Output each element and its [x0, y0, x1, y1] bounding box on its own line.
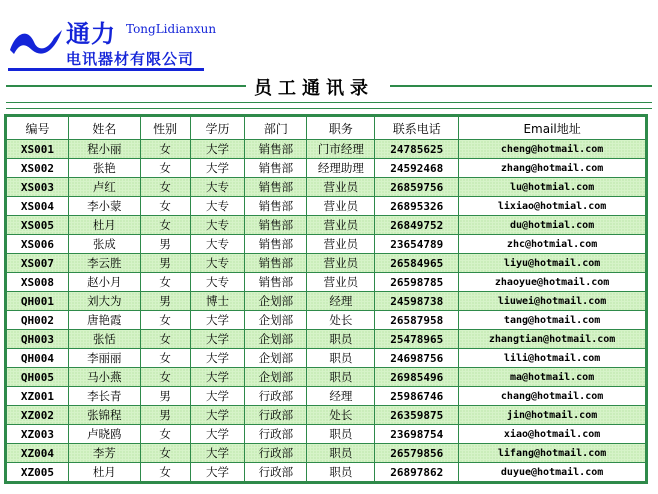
position-cell: 营业员	[307, 216, 375, 235]
phone-number-cell: 26849752	[375, 216, 459, 235]
phone-number-cell: 26985496	[375, 368, 459, 387]
gender-cell: 女	[140, 368, 190, 387]
education-cell: 大学	[190, 444, 245, 463]
header-row	[7, 117, 646, 140]
gender-cell: 女	[140, 444, 190, 463]
divider	[6, 102, 652, 103]
employee-id-cell: XS004	[7, 197, 69, 216]
education-cell: 大专	[190, 197, 245, 216]
table-row	[7, 254, 646, 273]
employee-name-cell: 卢红	[68, 178, 140, 197]
email-address-cell: lifang@hotmail.com	[459, 444, 646, 463]
department-cell: 行政部	[245, 444, 307, 463]
education-cell: 大学	[190, 387, 245, 406]
email-address-cell: chang@hotmail.com	[459, 387, 646, 406]
gender-cell: 女	[140, 330, 190, 349]
phone-number-cell: 26859756	[375, 178, 459, 197]
employee-id-cell: QH001	[7, 292, 69, 311]
education-cell: 大学	[190, 463, 245, 482]
department-cell: 行政部	[245, 463, 307, 482]
department-cell: 销售部	[245, 140, 307, 159]
position-cell: 营业员	[307, 178, 375, 197]
email-address-cell: jin@hotmail.com	[459, 406, 646, 425]
department-cell: 销售部	[245, 254, 307, 273]
phone-number-cell: 26584965	[375, 254, 459, 273]
education-cell: 大学	[190, 330, 245, 349]
table-row	[7, 273, 646, 292]
table-row	[7, 444, 646, 463]
employee-id-cell: XS008	[7, 273, 69, 292]
education-cell: 大学	[190, 159, 245, 178]
col-header: 编号	[7, 117, 69, 140]
employee-id-cell: QH002	[7, 311, 69, 330]
col-header: 姓名	[68, 117, 140, 140]
logo-underline	[8, 68, 204, 71]
position-cell: 营业员	[307, 235, 375, 254]
position-cell: 职员	[307, 349, 375, 368]
department-cell: 销售部	[245, 273, 307, 292]
employee-name-cell: 李丽丽	[68, 349, 140, 368]
department-cell: 企划部	[245, 368, 307, 387]
table-row	[7, 235, 646, 254]
position-cell: 职员	[307, 463, 375, 482]
education-cell: 大学	[190, 140, 245, 159]
gender-cell: 女	[140, 273, 190, 292]
divider	[6, 108, 652, 109]
employee-id-cell: XZ002	[7, 406, 69, 425]
employee-id-cell: XS002	[7, 159, 69, 178]
table-row	[7, 349, 646, 368]
position-cell: 职员	[307, 330, 375, 349]
department-cell: 行政部	[245, 406, 307, 425]
table-row	[7, 368, 646, 387]
education-cell: 大专	[190, 178, 245, 197]
department-cell: 企划部	[245, 349, 307, 368]
table-row	[7, 387, 646, 406]
gender-cell: 男	[140, 387, 190, 406]
position-cell: 营业员	[307, 273, 375, 292]
position-cell: 职员	[307, 425, 375, 444]
table-row	[7, 216, 646, 235]
department-cell: 销售部	[245, 159, 307, 178]
gender-cell: 女	[140, 425, 190, 444]
phone-number-cell: 26587958	[375, 311, 459, 330]
email-address-cell: cheng@hotmail.com	[459, 140, 646, 159]
email-address-cell: zhangtian@hotmail.com	[459, 330, 646, 349]
employee-name-cell: 李长青	[68, 387, 140, 406]
employee-name-cell: 李芳	[68, 444, 140, 463]
department-cell: 企划部	[245, 292, 307, 311]
email-address-cell: liyu@hotmail.com	[459, 254, 646, 273]
employee-name-cell: 杜月	[68, 463, 140, 482]
wave-logo-icon	[8, 20, 64, 60]
email-address-cell: zhc@hotmial.com	[459, 235, 646, 254]
gender-cell: 女	[140, 311, 190, 330]
email-address-cell: xiao@hotmail.com	[459, 425, 646, 444]
email-address-cell: liuwei@hotmail.com	[459, 292, 646, 311]
education-cell: 大学	[190, 349, 245, 368]
title-rule-left	[6, 85, 246, 87]
col-header: 联系电话	[375, 117, 459, 140]
employee-name-cell: 杜月	[68, 216, 140, 235]
email-address-cell: lili@hotmail.com	[459, 349, 646, 368]
gender-cell: 女	[140, 349, 190, 368]
employee-directory-table	[6, 116, 646, 482]
email-address-cell: lixiao@hotmial.com	[459, 197, 646, 216]
col-header: 学历	[190, 117, 245, 140]
employee-id-cell: XZ001	[7, 387, 69, 406]
education-cell: 大学	[190, 406, 245, 425]
phone-number-cell: 26359875	[375, 406, 459, 425]
phone-number-cell: 24785625	[375, 140, 459, 159]
table-row	[7, 140, 646, 159]
brand-name: 通力	[66, 20, 116, 48]
gender-cell: 男	[140, 406, 190, 425]
email-address-cell: zhang@hotmail.com	[459, 159, 646, 178]
education-cell: 大专	[190, 216, 245, 235]
position-cell: 门市经理	[307, 140, 375, 159]
department-cell: 行政部	[245, 425, 307, 444]
employee-id-cell: QH004	[7, 349, 69, 368]
table-row	[7, 178, 646, 197]
gender-cell: 女	[140, 197, 190, 216]
gender-cell: 男	[140, 254, 190, 273]
employee-id-cell: XS003	[7, 178, 69, 197]
phone-number-cell: 23654789	[375, 235, 459, 254]
table-row	[7, 463, 646, 482]
employee-id-cell: XZ005	[7, 463, 69, 482]
employee-name-cell: 李云胜	[68, 254, 140, 273]
education-cell: 大专	[190, 254, 245, 273]
table-row	[7, 311, 646, 330]
employee-name-cell: 程小丽	[68, 140, 140, 159]
gender-cell: 男	[140, 292, 190, 311]
email-address-cell: ma@hotmail.com	[459, 368, 646, 387]
position-cell: 职员	[307, 444, 375, 463]
col-header: Email地址	[459, 117, 646, 140]
col-header: 职务	[307, 117, 375, 140]
col-header: 性别	[140, 117, 190, 140]
department-cell: 销售部	[245, 197, 307, 216]
education-cell: 大学	[190, 368, 245, 387]
email-address-cell: du@hotmial.com	[459, 216, 646, 235]
department-cell: 企划部	[245, 311, 307, 330]
phone-number-cell: 23698754	[375, 425, 459, 444]
phone-number-cell: 25478965	[375, 330, 459, 349]
department-cell: 销售部	[245, 178, 307, 197]
position-cell: 职员	[307, 368, 375, 387]
gender-cell: 女	[140, 140, 190, 159]
email-address-cell: zhaoyue@hotmail.com	[459, 273, 646, 292]
company-logo	[8, 14, 217, 74]
email-address-cell: duyue@hotmail.com	[459, 463, 646, 482]
employee-name-cell: 张艳	[68, 159, 140, 178]
phone-number-cell: 26579856	[375, 444, 459, 463]
employee-id-cell: XZ003	[7, 425, 69, 444]
employee-id-cell: QH003	[7, 330, 69, 349]
education-cell: 大学	[190, 425, 245, 444]
phone-number-cell: 24592468	[375, 159, 459, 178]
education-cell: 大学	[190, 311, 245, 330]
employee-id-cell: XS006	[7, 235, 69, 254]
gender-cell: 女	[140, 178, 190, 197]
phone-number-cell: 25986746	[375, 387, 459, 406]
position-cell: 经理	[307, 292, 375, 311]
gender-cell: 女	[140, 216, 190, 235]
position-cell: 营业员	[307, 254, 375, 273]
phone-number-cell: 26897862	[375, 463, 459, 482]
employee-name-cell: 卢晓鸥	[68, 425, 140, 444]
email-address-cell: tang@hotmail.com	[459, 311, 646, 330]
email-address-cell: lu@hotmial.com	[459, 178, 646, 197]
table-row	[7, 406, 646, 425]
phone-number-cell: 24598738	[375, 292, 459, 311]
phone-number-cell: 26598785	[375, 273, 459, 292]
table-row	[7, 159, 646, 178]
phone-number-cell: 24698756	[375, 349, 459, 368]
position-cell: 处长	[307, 406, 375, 425]
phone-number-cell: 26895326	[375, 197, 459, 216]
employee-name-cell: 张成	[68, 235, 140, 254]
gender-cell: 女	[140, 159, 190, 178]
employee-id-cell: QH005	[7, 368, 69, 387]
gender-cell: 男	[140, 235, 190, 254]
employee-name-cell: 刘大为	[68, 292, 140, 311]
position-cell: 经理助理	[307, 159, 375, 178]
col-header: 部门	[245, 117, 307, 140]
employee-name-cell: 赵小月	[68, 273, 140, 292]
table-row	[7, 425, 646, 444]
employee-id-cell: XZ004	[7, 444, 69, 463]
education-cell: 博士	[190, 292, 245, 311]
position-cell: 经理	[307, 387, 375, 406]
employee-name-cell: 张恬	[68, 330, 140, 349]
employee-name-cell: 李小蒙	[68, 197, 140, 216]
department-cell: 行政部	[245, 387, 307, 406]
employee-name-cell: 唐艳霞	[68, 311, 140, 330]
employee-name-cell: 张锦程	[68, 406, 140, 425]
education-cell: 大专	[190, 273, 245, 292]
education-cell: 大专	[190, 235, 245, 254]
brand-pinyin: TongLidianxun	[126, 22, 217, 36]
position-cell: 营业员	[307, 197, 375, 216]
employee-name-cell: 马小燕	[68, 368, 140, 387]
table-row	[7, 197, 646, 216]
employee-id-cell: XS001	[7, 140, 69, 159]
table-row	[7, 292, 646, 311]
title-bar	[6, 76, 652, 99]
company-full-name: 电讯器材有限公司	[66, 50, 195, 68]
gender-cell: 女	[140, 463, 190, 482]
table-row	[7, 330, 646, 349]
employee-id-cell: XS005	[7, 216, 69, 235]
position-cell: 处长	[307, 311, 375, 330]
department-cell: 销售部	[245, 216, 307, 235]
page-title: 员工通讯录	[254, 78, 374, 99]
department-cell: 企划部	[245, 330, 307, 349]
employee-id-cell: XS007	[7, 254, 69, 273]
title-rule-right	[390, 85, 652, 87]
department-cell: 销售部	[245, 235, 307, 254]
